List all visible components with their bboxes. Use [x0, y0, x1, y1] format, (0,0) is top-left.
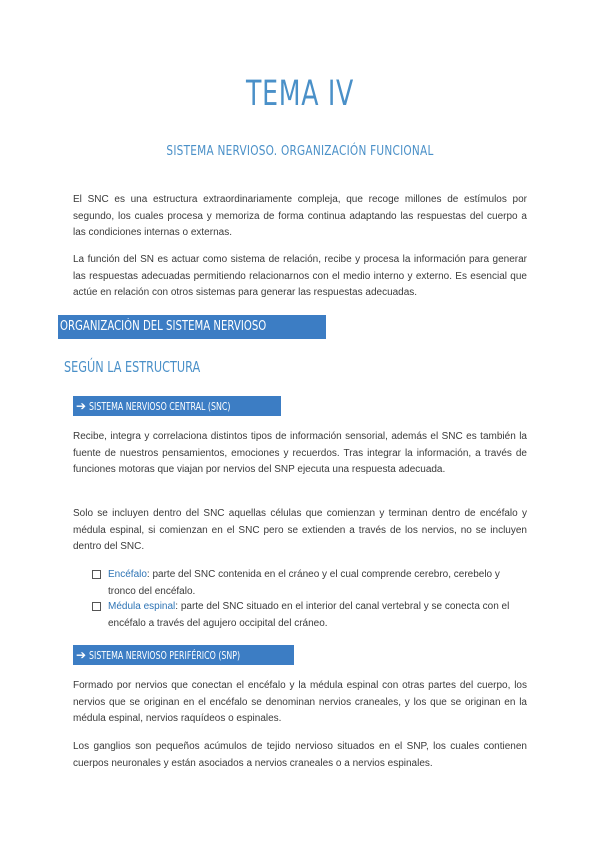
snp-heading-text: SISTEMA NERVIOSO PERIFÉRICO (SNP): [89, 650, 241, 662]
snc-heading-text: SISTEMA NERVIOSO CENTRAL (SNC): [89, 401, 231, 413]
snc-paragraph-2: Solo se incluyen dentro del SNC aquellas células que comienzan y terminan dentro de encéfalo y médula espinal, si comienzan en el SNC pero se extienden a través de los nervios, no se incluyen dentro del SNC.: [73, 508, 527, 552]
list-item-encefalo: [92, 567, 528, 600]
list-item-medula: [92, 599, 528, 632]
definition-encefalo: : parte del SNC contenida en el cráneo y el cual comprende cerebro, cerebelo y tronco del encéfalo.: [108, 569, 500, 597]
arrow-right-icon: ➔: [76, 399, 87, 413]
intro-paragraph-2: La función del SN es actuar como sistema de relación, recibe y procesa la información para generar las respuestas adecuadas permitiendo relacionarnos con el medio interno y externo. Es esencial que actúe en relación con otros sistemas para generar las respuestas adecuadas.: [73, 254, 527, 298]
arrow-right-icon: ➔: [76, 648, 87, 662]
subsection-heading-estructura-text: SEGÚN LA ESTRUCTURA: [64, 358, 201, 376]
page-subtitle: SISTEMA NERVIOSO. ORGANIZACIÓN FUNCIONAL: [166, 143, 434, 159]
snp-paragraph-1: Formado por nervios que conectan el encéfalo y la médula espinal con otras partes del cuerpo, los nervios que se originan en el encéfalo se denominan nervios craneales, y los que se originan en la médula espinal, nervios raquídeos o espinales.: [73, 680, 527, 724]
subsection-heading-estructura: [64, 358, 246, 376]
checkbox-icon: [92, 602, 101, 611]
snp-heading: [73, 645, 294, 665]
term-medula: Médula espinal: [108, 601, 176, 612]
section-heading-organizacion: [58, 315, 326, 339]
intro-paragraph-1: El SNC es una estructura extraordinariamente compleja, que recoge millones de estímulos por segundo, los cuales procesa y memoriza de forma continua adaptando las respuestas del cuerpo a las condiciones internas o externas.: [73, 194, 527, 238]
page-title: TEMA IV: [245, 74, 355, 114]
definition-medula: : parte del SNC situado en el interior del canal vertebral y se conecta con el encéfalo a través del agujero occipital del cráneo.: [108, 601, 510, 629]
section-heading-organizacion-text: ORGANIZACIÓN DEL SISTEMA NERVIOSO: [60, 319, 267, 334]
term-encefalo: Encéfalo: [108, 569, 147, 580]
checkbox-icon: [92, 570, 101, 579]
snc-heading: [73, 396, 281, 416]
snc-paragraph-1: Recibe, integra y correlaciona distintos tipos de información sensorial, además el SNC es también la fuente de nuestros pensamientos, emociones y recuerdos. Tras integrar la información, a través de funciones motoras que viajan por nervios del SNP ejecuta una respuesta adecuada.: [73, 431, 527, 475]
snp-paragraph-2: Los ganglios son pequeños acúmulos de tejido nervioso situados en el SNP, los cuales contienen cuerpos neuronales y están asociados a nervios craneales o a nervios espinales.: [73, 741, 527, 769]
